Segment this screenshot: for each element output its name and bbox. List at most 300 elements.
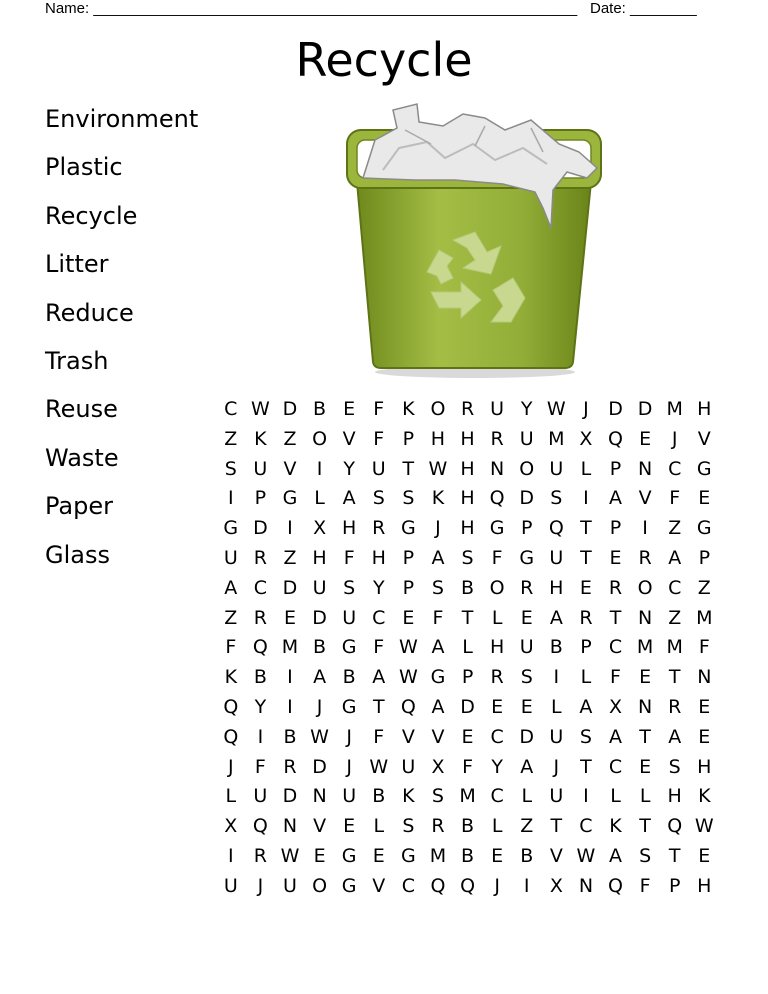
grid-letter: O <box>637 576 653 599</box>
grid-letter: N <box>697 666 712 689</box>
grid-letter: S <box>579 725 592 748</box>
grid-letter: X <box>431 755 445 778</box>
grid-letter: V <box>431 725 445 748</box>
grid-letter: G <box>282 487 298 510</box>
grid-letter: W <box>576 844 596 867</box>
grid-letter: H <box>460 457 475 480</box>
grid-letter: T <box>461 606 474 629</box>
grid-letter: A <box>668 725 682 748</box>
grid-letter: N <box>638 606 653 629</box>
grid-letter: R <box>668 695 682 718</box>
grid-letter: H <box>460 427 475 450</box>
grid-letter: K <box>698 785 711 808</box>
grid-letter: J <box>316 695 323 718</box>
grid-letter: U <box>223 546 238 569</box>
grid-letter: B <box>461 844 475 867</box>
grid-letter: A <box>668 546 682 569</box>
grid-letter: O <box>312 427 328 450</box>
grid-letter: P <box>521 517 533 540</box>
grid-letter: F <box>373 398 385 420</box>
grid-letter: F <box>491 546 503 569</box>
grid-letter: Q <box>489 487 505 510</box>
grid-letter: I <box>553 666 560 689</box>
word-item: Glass <box>45 540 110 569</box>
grid-letter: D <box>253 517 268 540</box>
grid-letter: Q <box>400 695 416 718</box>
grid-letter: E <box>698 844 711 867</box>
grid-letter: N <box>578 874 594 897</box>
grid-letter: C <box>253 576 268 599</box>
grid-letter: B <box>549 636 563 659</box>
grid-letter: P <box>698 546 711 569</box>
grid-letter: A <box>431 695 445 718</box>
grid-letter: S <box>431 576 444 599</box>
grid-letter: W <box>369 755 389 778</box>
grid-letter: W <box>546 398 566 420</box>
grid-letter: R <box>608 576 623 599</box>
grid-letter: C <box>401 874 415 897</box>
grid-letter: B <box>461 576 475 599</box>
grid-letter: C <box>490 725 504 748</box>
grid-letter: W <box>280 844 300 867</box>
grid-letter: U <box>371 457 386 480</box>
grid-letter: G <box>341 874 357 897</box>
grid-letter: U <box>490 398 505 420</box>
grid-letter: Z <box>224 427 238 450</box>
word-item: Trash <box>45 346 109 375</box>
grid-letter: U <box>283 874 297 897</box>
grid-letter: Q <box>252 815 268 838</box>
grid-letter: W <box>398 666 418 689</box>
grid-letter: M <box>666 398 683 420</box>
grid-letter: E <box>698 725 711 748</box>
grid-letter: A <box>520 755 534 778</box>
grid-letter: C <box>668 576 682 599</box>
grid-letter: L <box>491 606 503 629</box>
grid-letter: N <box>490 457 505 480</box>
grid-letter: D <box>608 398 623 420</box>
grid-letter: H <box>667 785 682 808</box>
grid-letter: V <box>372 874 386 897</box>
grid-letter: E <box>372 844 385 867</box>
grid-letter: C <box>579 815 593 838</box>
grid-letter: J <box>494 874 500 897</box>
word-search-grid <box>216 395 719 902</box>
grid-letter: U <box>342 606 357 629</box>
grid-letter: G <box>341 844 357 867</box>
grid-letter: V <box>549 844 563 867</box>
grid-letter: F <box>610 666 621 689</box>
grid-letter: D <box>637 398 653 420</box>
grid-letter: V <box>638 487 652 510</box>
grid-letter: E <box>313 844 326 867</box>
grid-letter: K <box>402 398 415 420</box>
grid-letter: A <box>313 666 327 689</box>
grid-letter: R <box>460 398 475 420</box>
grid-letter: H <box>697 874 712 897</box>
grid-letter: U <box>401 755 416 778</box>
grid-letter: P <box>254 487 267 510</box>
grid-letter: Q <box>460 874 476 897</box>
grid-letter: G <box>696 457 712 480</box>
grid-letter: T <box>580 546 592 569</box>
grid-letter: R <box>253 844 267 867</box>
grid-letter: G <box>430 666 446 689</box>
page-title: Recycle <box>295 33 473 87</box>
grid-letter: H <box>697 398 712 420</box>
grid-letter: S <box>402 815 415 838</box>
grid-letter: E <box>579 576 592 599</box>
grid-letter: U <box>253 457 268 480</box>
grid-letter: R <box>638 546 652 569</box>
grid-letter: Q <box>430 874 446 897</box>
grid-letter: E <box>639 666 652 689</box>
grid-letter: R <box>579 606 593 629</box>
grid-letter: I <box>523 874 530 897</box>
grid-letter: R <box>490 427 504 450</box>
grid-letter: U <box>342 785 357 808</box>
grid-letter: Z <box>283 427 297 450</box>
word-item: Reuse <box>45 395 118 424</box>
grid-letter: O <box>430 398 446 420</box>
grid-letter: W <box>310 725 329 748</box>
grid-letter: Y <box>254 695 267 718</box>
grid-letter: M <box>696 606 713 629</box>
grid-letter: I <box>287 666 293 689</box>
grid-letter: U <box>549 725 564 748</box>
grid-letter: I <box>287 695 293 718</box>
grid-letter: J <box>257 874 264 897</box>
grid-letter: Z <box>224 606 238 629</box>
grid-letter: R <box>520 576 534 599</box>
grid-letter: I <box>642 517 648 540</box>
grid-letter: E <box>343 815 356 838</box>
grid-letter: X <box>313 517 327 540</box>
grid-letter: T <box>639 815 651 838</box>
grid-letter: M <box>548 427 565 450</box>
grid-letter: H <box>460 517 475 540</box>
grid-letter: F <box>639 874 651 897</box>
grid-letter: S <box>431 785 444 808</box>
grid-letter: C <box>490 785 504 808</box>
grid-letter: S <box>639 844 652 867</box>
grid-letter: E <box>491 844 504 867</box>
grid-letter: N <box>312 785 327 808</box>
name-field: Name: __________________________________________________________ <box>45 0 578 17</box>
grid-letter: S <box>520 666 533 689</box>
grid-letter: O <box>312 874 328 897</box>
grid-letter: F <box>373 427 385 450</box>
grid-letter: O <box>519 457 535 480</box>
grid-letter: E <box>520 695 533 718</box>
grid-letter: E <box>639 427 652 450</box>
grid-letter: A <box>579 695 593 718</box>
grid-letter: D <box>519 487 535 510</box>
grid-letter: T <box>580 517 592 540</box>
grid-letter: F <box>373 725 385 748</box>
grid-letter: I <box>583 487 589 510</box>
grid-letter: D <box>282 576 298 599</box>
grid-letter: L <box>580 666 592 689</box>
grid-letter: L <box>491 815 503 838</box>
grid-letter: M <box>666 636 683 659</box>
grid-letter: M <box>281 636 299 659</box>
grid-letter: S <box>224 457 237 480</box>
grid-letter: A <box>224 576 238 599</box>
word-list <box>45 101 198 585</box>
grid-letter: J <box>346 725 352 748</box>
grid-letter: T <box>668 666 681 689</box>
grid-letter: Y <box>372 576 385 599</box>
grid-letter: R <box>253 606 267 629</box>
grid-letter: U <box>519 427 534 450</box>
grid-letter: L <box>462 636 473 659</box>
grid-letter: G <box>400 517 416 540</box>
grid-letter: Y <box>343 457 355 480</box>
grid-letter: A <box>549 606 563 629</box>
grid-letter: J <box>671 427 678 450</box>
grid-letter: U <box>253 785 268 808</box>
grid-letter: Q <box>223 695 239 718</box>
grid-letter: A <box>372 666 386 689</box>
grid-letter: I <box>227 487 234 510</box>
grid-letter: I <box>316 457 323 480</box>
grid-letter: B <box>520 844 534 867</box>
grid-letter: D <box>282 785 298 808</box>
grid-letter: L <box>580 457 592 480</box>
grid-letter: G <box>223 517 239 540</box>
grid-letter: I <box>227 844 234 867</box>
grid-letter: V <box>342 427 356 450</box>
grid-letter: B <box>283 725 297 748</box>
grid-letter: F <box>343 546 355 569</box>
grid-letter: Q <box>608 874 623 897</box>
grid-letter: K <box>224 666 238 689</box>
grid-letter: H <box>460 487 475 510</box>
grid-letter: C <box>608 755 623 778</box>
grid-letter: C <box>372 606 386 629</box>
grid-letter: D <box>460 695 475 718</box>
grid-letter: E <box>461 725 474 748</box>
grid-letter: E <box>520 606 533 629</box>
grid-letter: G <box>696 517 712 540</box>
word-item: Recycle <box>45 201 138 230</box>
grid-letter: Q <box>608 427 623 450</box>
grid-letter: M <box>459 785 476 808</box>
grid-letter: B <box>342 666 356 689</box>
grid-letter: J <box>346 755 352 778</box>
grid-letter: F <box>373 636 385 659</box>
grid-letter: P <box>609 517 622 540</box>
grid-letter: E <box>283 606 296 629</box>
grid-letter: C <box>224 398 238 420</box>
grid-letter: E <box>698 695 711 718</box>
grid-letter: H <box>430 427 446 450</box>
grid-letter: X <box>579 427 593 450</box>
grid-letter: U <box>549 457 564 480</box>
grid-letter: R <box>283 755 297 778</box>
grid-letter: L <box>521 785 533 808</box>
grid-letter: S <box>402 487 415 510</box>
grid-letter: P <box>402 546 415 569</box>
grid-letter: F <box>432 606 444 629</box>
grid-letter: H <box>697 755 712 778</box>
grid-letter: H <box>489 636 505 659</box>
grid-letter: H <box>371 546 386 569</box>
word-item: Plastic <box>45 153 123 182</box>
grid-letter: M <box>429 844 447 867</box>
grid-letter: K <box>431 487 445 510</box>
grid-letter: P <box>402 576 415 599</box>
grid-letter: L <box>610 785 621 808</box>
grid-letter: X <box>549 874 563 897</box>
grid-letter: J <box>435 517 441 540</box>
grid-letter: U <box>549 785 564 808</box>
grid-letter: Z <box>697 576 711 599</box>
grid-letter: Q <box>667 815 683 838</box>
grid-letter: Y <box>491 755 503 778</box>
grid-letter: Y <box>520 398 533 420</box>
grid-letter: I <box>257 725 264 748</box>
grid-letter: X <box>224 815 238 838</box>
grid-letter: H <box>312 546 327 569</box>
word-item: Environment <box>45 105 199 133</box>
word-item: Waste <box>45 443 119 472</box>
date-field: Date: ________ <box>590 0 697 17</box>
grid-letter: G <box>400 844 416 867</box>
grid-letter: T <box>668 844 681 867</box>
grid-letter: Z <box>520 815 534 838</box>
grid-letter: R <box>431 815 445 838</box>
grid-letter: G <box>341 636 357 659</box>
grid-letter: V <box>697 427 711 450</box>
grid-letter: P <box>402 427 415 450</box>
grid-letter: N <box>638 457 653 480</box>
grid-letter: E <box>402 606 415 629</box>
grid-letter: J <box>227 755 234 778</box>
grid-letter: Z <box>668 606 682 629</box>
grid-letter: P <box>609 457 622 480</box>
grid-letter: H <box>342 517 357 540</box>
grid-letter: B <box>313 636 327 659</box>
grid-letter: D <box>519 725 535 748</box>
grid-letter: O <box>489 576 505 599</box>
grid-letter: V <box>313 815 327 838</box>
grid-letter: R <box>490 666 504 689</box>
grid-letter: N <box>638 695 653 718</box>
grid-letter: L <box>373 815 385 838</box>
grid-letter: A <box>609 844 623 867</box>
grid-letter: A <box>431 546 445 569</box>
grid-letter: F <box>698 636 710 659</box>
grid-letter: H <box>549 576 564 599</box>
grid-letter: R <box>372 517 386 540</box>
grid-letter: A <box>342 487 356 510</box>
grid-letter: N <box>282 815 298 838</box>
grid-letter: W <box>250 398 270 420</box>
grid-letter: A <box>431 636 445 659</box>
grid-letter: D <box>312 755 327 778</box>
grid-letter: V <box>401 725 415 748</box>
grid-letter: C <box>608 636 623 659</box>
grid-letter: B <box>372 785 386 808</box>
grid-letter: T <box>372 695 385 718</box>
grid-letter: Z <box>283 546 297 569</box>
grid-letter: P <box>461 666 474 689</box>
grid-letter: W <box>398 636 418 659</box>
grid-letter: U <box>549 546 564 569</box>
grid-letter: S <box>461 546 474 569</box>
grid-letter: V <box>283 457 297 480</box>
grid-letter: F <box>669 487 681 510</box>
grid-letter: X <box>609 695 623 718</box>
grid-letter: E <box>698 487 711 510</box>
grid-letter: I <box>287 517 293 540</box>
word-item: Reduce <box>45 298 134 327</box>
grid-letter: S <box>343 576 356 599</box>
grid-letter: T <box>609 606 622 629</box>
grid-letter: W <box>694 815 714 838</box>
grid-letter: T <box>550 815 563 838</box>
grid-letter: I <box>583 785 589 808</box>
worksheet-header <box>0 0 768 20</box>
grid-letter: L <box>314 487 325 510</box>
grid-letter: E <box>609 546 622 569</box>
grid-letter: K <box>402 785 415 808</box>
grid-letter: B <box>313 398 327 420</box>
grid-letter: G <box>489 517 505 540</box>
grid-letter: Q <box>252 636 268 659</box>
grid-letter: P <box>580 636 592 659</box>
grid-letter: U <box>519 636 534 659</box>
grid-letter: J <box>553 755 560 778</box>
grid-letter: S <box>372 487 385 510</box>
grid-letter: T <box>402 457 415 480</box>
grid-letter: L <box>639 785 651 808</box>
grid-letter: T <box>639 725 651 748</box>
grid-letter: B <box>253 666 267 689</box>
grid-letter: E <box>491 695 504 718</box>
grid-letter: L <box>551 695 562 718</box>
grid-letter: P <box>668 874 681 897</box>
grid-letter: G <box>341 695 357 718</box>
grid-letter: Q <box>548 517 564 540</box>
grid-letter: U <box>312 576 327 599</box>
grid-letter: A <box>609 487 623 510</box>
grid-letter: S <box>668 755 681 778</box>
grid-letter: K <box>254 427 267 450</box>
grid-letter: Z <box>668 517 682 540</box>
grid-letter: Q <box>223 725 239 748</box>
grid-letter: R <box>253 546 267 569</box>
grid-letter: L <box>225 785 237 808</box>
grid-letter: F <box>225 636 237 659</box>
grid-letter: J <box>583 398 589 420</box>
grid-letter: F <box>462 755 474 778</box>
grid-letter: T <box>580 755 592 778</box>
grid-letter: D <box>282 398 298 420</box>
grid-letter: E <box>343 398 356 420</box>
grid-letter: M <box>636 636 654 659</box>
grid-letter: D <box>312 606 327 629</box>
grid-letter: S <box>550 487 563 510</box>
grid-letter: W <box>428 457 448 480</box>
word-item: Paper <box>45 492 113 521</box>
recycle-bin-icon <box>335 100 615 385</box>
grid-letter: B <box>461 815 475 838</box>
grid-letter: E <box>639 755 652 778</box>
grid-letter: K <box>609 815 622 838</box>
